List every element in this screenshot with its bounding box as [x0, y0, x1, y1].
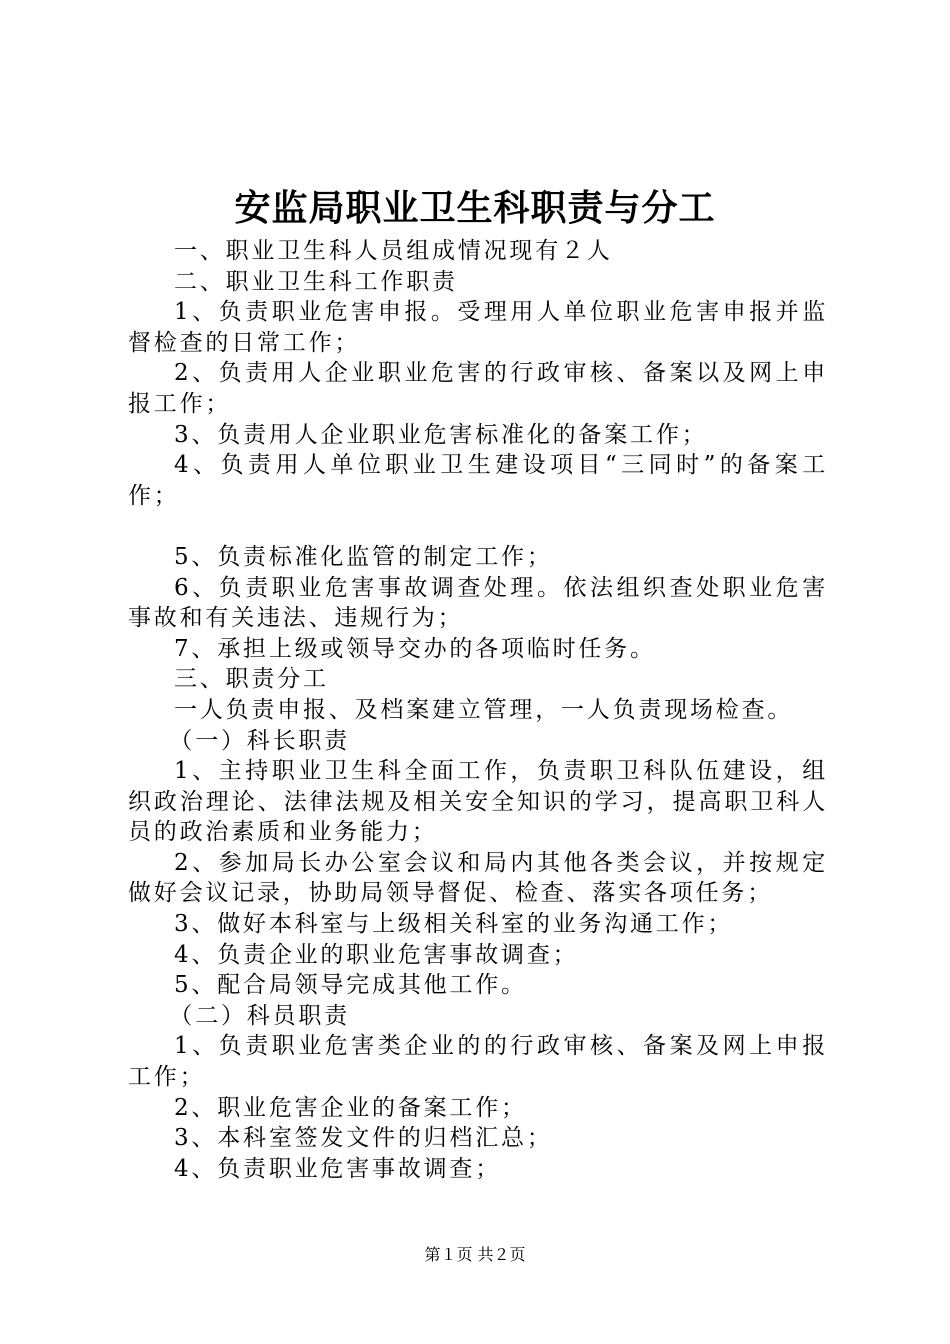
paragraph: 5、负责标准化监管的制定工作； — [174, 543, 553, 570]
paragraph: 一人负责申报、及档案建立管理，一人负责现场检查。 — [174, 696, 794, 723]
subsection-heading: （二）科员职责 — [169, 1002, 350, 1029]
page-footer: 第１页 共２页 — [424, 1245, 526, 1264]
paragraph: 3、做好本科室与上级相关科室的业务沟通工作； — [174, 911, 734, 938]
paragraph: 6、负责职业危害事故调查处理。依法组织查处职业危害事故和有关违法、违规行为； — [128, 574, 828, 632]
paragraph: 3、本科室签发文件的归档汇总； — [174, 1125, 553, 1152]
paragraph: 1、主持职业卫生科全面工作，负责职卫科队伍建设，组织政治理论、法律法规及相关安全知识的学习，提高职卫科人员的政治素质和业务能力； — [128, 758, 828, 846]
paragraph: 4、负责企业的职业危害事故调查； — [174, 941, 579, 968]
paragraph: 1、负责职业危害申报。受理用人单位职业危害申报并监督检查的日常工作； — [128, 299, 828, 356]
paragraph: 7、承担上级或领导交办的各项临时任务。 — [174, 635, 656, 662]
paragraph: 2、参加局长办公室会议和局内其他各类会议，并按规定做好会议记录，协助局领导督促、检查、落实各项任务； — [128, 849, 828, 907]
document-title: 安监局职业卫生科职责与分工 — [234, 187, 716, 229]
paragraph: 一、职业卫生科人员组成情况现有２人 — [174, 238, 613, 264]
paragraph: 2、职业危害企业的备案工作； — [174, 1094, 527, 1121]
paragraph: 1、负责职业危害类企业的的行政审核、备案及网上申报工作； — [128, 1033, 828, 1091]
paragraph: 4、负责用人单位职业卫生建设项目“三同时”的备案工作； — [128, 452, 828, 509]
subsection-heading: （一）科长职责 — [169, 727, 350, 754]
paragraph: 4、负责职业危害事故调查； — [174, 1155, 502, 1182]
paragraph: 3、负责用人企业职业危害标准化的备案工作； — [174, 421, 708, 448]
document-body — [128, 236, 828, 1184]
paragraph: 5、配合局领导完成其他工作。 — [174, 972, 527, 999]
paragraph: 2、负责用人企业职业危害的行政审核、备案以及网上申报工作； — [128, 360, 828, 417]
blank-line — [128, 511, 828, 542]
paragraph: 二、职业卫生科工作职责 — [174, 268, 458, 295]
section-heading: 三、职责分工 — [174, 666, 329, 693]
